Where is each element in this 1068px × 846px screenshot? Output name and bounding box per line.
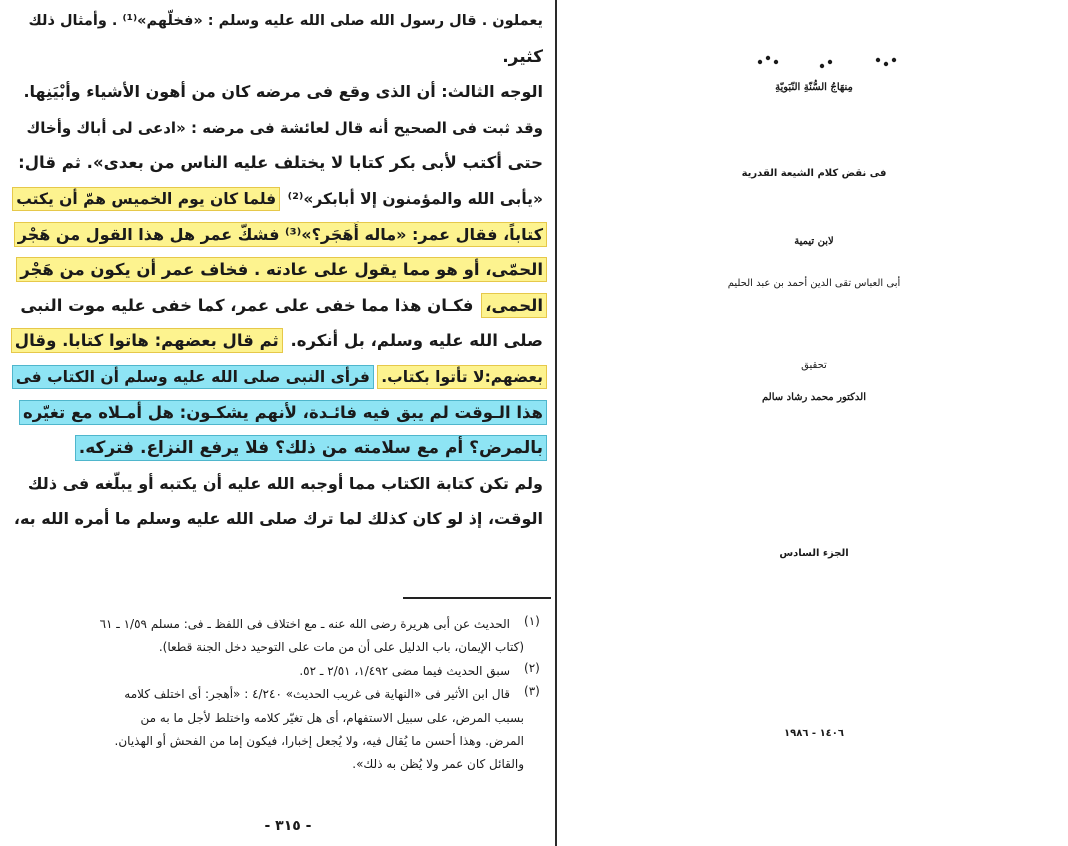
text-line <box>25 469 546 499</box>
highlighted-text-segment: فلما كان يوم الخميس همّ أن يكتب <box>13 188 279 210</box>
text-line <box>17 255 546 285</box>
footnote-text: قال ابن الأثير فى «النهاية فى غريب الحديث» ٤/٢٤٠ : «أهجر: أى اختلف كلامه <box>124 687 510 702</box>
volume-label: الجزء السادس <box>779 548 849 559</box>
text-line <box>12 326 546 356</box>
highlighted-text-segment: فرأى النبى صلى الله عليه وسلم أن الكتاب فى <box>13 366 373 388</box>
text-line <box>24 113 546 143</box>
text-segment: الوجه الثالث: أن الذى وقع فى مرضه كان من أهون الأشياء وأبْيَنِها. <box>23 82 543 102</box>
text-segment: صلى الله عليه وسلم، بل أنكره. <box>290 331 543 351</box>
text-line <box>15 220 546 250</box>
text-line <box>20 398 546 428</box>
book-subtitle: فى نقض كلام الشيعة القدرية <box>741 168 887 179</box>
text-segment: الوقت، إذ لو كان كذلك لما ترك صلى الله عليه وسلم ما أمره الله به، <box>13 509 543 529</box>
text-line <box>499 42 546 72</box>
footnote-number: (٢) <box>524 660 540 675</box>
text-line <box>26 6 546 36</box>
editor-label: تحقيق <box>801 360 827 371</box>
text-line <box>13 362 546 392</box>
text-page <box>8 0 548 846</box>
footnote-text: والقائل كان عمر ولا يُظن به ذلك». <box>352 757 524 772</box>
highlighted-text-segment: هذا الـوقت لم يبق فيه فائـدة، لأنهم يشكـون: هل أمـلاه مع تغيّره <box>20 401 546 424</box>
publication-year: ١٤٠٦ - ١٩٨٦ <box>784 728 844 739</box>
highlighted-text-segment: الحمى، <box>482 294 546 317</box>
page-number: - ٣١٥ - <box>264 818 312 834</box>
footnote-text: المرض. وهذا أحسن ما يُقال فيه، ولا يُجعل إخبارا، فيكون إما من الفحش أو الهذيان. <box>114 734 524 748</box>
footnote-separator <box>403 597 551 599</box>
footnote-text: بسبب المرض، على سبيل الاستفهام، أى هل تغيّر كلامه واختلط لأجل ما به من <box>140 710 524 725</box>
text-segment: كثير. <box>502 46 543 67</box>
footnote-number: (٣) <box>524 684 540 699</box>
author-full-name: أبى العباس تقى الدين أحمد بن عبد الحليم <box>727 278 901 289</box>
text-segment: يعملون . قال رسول الله صلى الله عليه وسلم : «فخلّهم»⁽¹⁾ . وأمثال ذلك <box>28 13 543 29</box>
text-segment: وقد ثبت فى الصحيح أنه قال لعائشة فى مرضه : «ادعى لى أباك وأخاك <box>26 118 543 137</box>
title-ornament-icon <box>560 50 1068 80</box>
footnote-text: الحديث عن أبى هريرة رضى الله عنه ـ مع اختلاف فى اللفظ ـ فى: مسلم ١/٥٩ ـ ٦١ <box>99 617 510 631</box>
text-line <box>20 77 546 107</box>
text-segment: «يأبى الله والمؤمنون إلا أبابكر»⁽²⁾ <box>287 190 543 208</box>
text-line <box>13 184 546 214</box>
highlighted-text-segment: الحمّى، أو هو مما يقول على عادته . فخاف عمر أن يكون من هَجْر <box>17 258 546 281</box>
footnote-text: سبق الحديث فيما مضى ١/٤٩٢، ٢/٥١ ـ ٥٢. <box>299 663 510 678</box>
book-title: مِنهَاجُ السُّنّةِ النّبَويّةِ <box>775 82 853 93</box>
text-line <box>17 291 546 321</box>
highlighted-text-segment: بعضهم:لا تأتوا بكتاب. <box>378 366 546 388</box>
title-page <box>560 0 1068 846</box>
text-segment: ولم تكن كتابة الكتاب مما أوجبه الله عليه أن يكتبه أو يبلّغه فى ذلك <box>27 473 543 493</box>
text-line <box>76 433 546 463</box>
page-gutter <box>555 0 557 846</box>
text-segment: فكـان هذا مما خفى على عمر، كما خفى عليه موت النبى <box>20 295 474 315</box>
editor-name: الدكتور محمد رشاد سالم <box>762 392 866 403</box>
text-line <box>15 148 546 178</box>
highlighted-text-segment: كتاباً، فقال عمر: «ماله أَهَجَر؟»⁽³⁾ فشكّ عمر هل هذا القول من هَجْر <box>15 223 546 246</box>
text-segment: حتى أكتب لأبى بكر كتابا لا يختلف عليه الناس من بعدى». ثم قال: <box>18 153 543 173</box>
highlighted-text-segment: بالمرض؟ أم مع سلامته من ذلك؟ فلا يرفع النزاع. فتركه. <box>76 436 546 460</box>
author-name: لابن تيمية <box>794 236 834 247</box>
footnote-text: (كتاب الإيمان، باب الدليل على أن من مات على التوحيد دخل الجنة قطعا). <box>158 640 524 655</box>
text-line <box>11 504 546 534</box>
highlighted-text-segment: ثم قال بعضهم: هاتوا كتابا. وقال <box>12 329 282 352</box>
footnote-number: (١) <box>524 614 540 628</box>
